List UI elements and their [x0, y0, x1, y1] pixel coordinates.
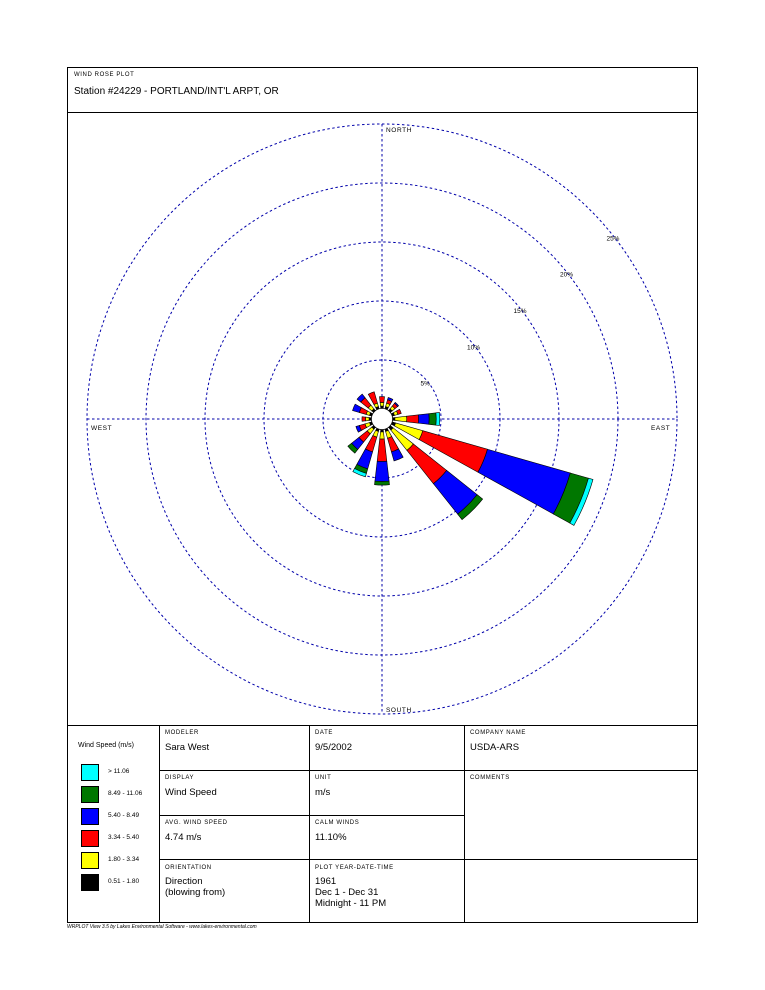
- panel-divider: [464, 725, 465, 923]
- unit-label: UNIT: [315, 775, 332, 781]
- legend-label: 1.80 - 3.34: [108, 856, 140, 863]
- modeler-label: MODELER: [165, 730, 199, 736]
- plot-year: 1961: [315, 876, 337, 887]
- petal-segment-E: [395, 416, 407, 422]
- ring-label: 20%: [559, 271, 573, 279]
- ring-label: 10%: [466, 344, 481, 352]
- display-label: DISPLAY: [165, 775, 195, 781]
- petal-segment-ESE: [478, 449, 570, 514]
- west-label: WEST: [91, 425, 113, 432]
- panel-top-rule: [68, 725, 697, 726]
- petal-segment-E: [418, 414, 429, 425]
- legend-swatch: [81, 808, 99, 825]
- display-value: Wind Speed: [165, 787, 217, 798]
- ring-label: 15%: [513, 308, 527, 316]
- orientation-note: (blowing from): [165, 887, 226, 898]
- legend-swatch: [81, 874, 99, 891]
- wind-rose-chart: [68, 113, 697, 724]
- legend-label: 0.51 - 1.80: [108, 878, 140, 885]
- petal-segment-S: [375, 461, 389, 481]
- petal-segment-E: [429, 413, 436, 425]
- petal-segment-W: [362, 417, 366, 422]
- station-title: Station #24229 - PORTLAND/INT'L ARPT, OR: [74, 86, 279, 97]
- calm-winds-label: CALM WINDS: [315, 820, 360, 826]
- legend-swatch: [81, 786, 99, 803]
- comments-label: COMMENTS: [470, 775, 510, 781]
- ring-label: 5%: [420, 380, 430, 388]
- petal-segment-S: [380, 432, 385, 439]
- petal-segment-N: [380, 402, 384, 406]
- orientation-label: ORIENTATION: [165, 865, 212, 871]
- software-credit: WRPLOT View 3.5 by Lakes Environmental Software - www.lakes-environmental.com: [67, 924, 257, 930]
- orientation-value: Direction: [165, 876, 203, 887]
- legend-title: Wind Speed (m/s): [78, 742, 135, 749]
- legend-label: 3.34 - 5.40: [108, 834, 140, 841]
- avg-speed-value: 4.74 m/s: [165, 832, 202, 843]
- petal-segment-W: [365, 417, 369, 421]
- petal-segment-E: [436, 412, 440, 425]
- date-value: 9/5/2002: [315, 742, 352, 753]
- legend-label: > 11.06: [108, 768, 130, 775]
- legend-swatch: [81, 830, 99, 847]
- plot-frame: [67, 67, 698, 923]
- petal-segment-S: [377, 439, 387, 462]
- company-label: COMPANY NAME: [470, 730, 526, 736]
- plot-type-label: WIND ROSE PLOT: [74, 72, 135, 78]
- panel-rule: [159, 770, 697, 771]
- info-panel: [68, 725, 697, 923]
- company-value: USDA-ARS: [470, 742, 520, 753]
- panel-rule: [159, 815, 464, 816]
- avg-speed-label: AVG. WIND SPEED: [165, 820, 228, 826]
- petal-segment-S: [375, 481, 390, 485]
- calm-circle: [371, 408, 392, 429]
- plot-time-label: PLOT YEAR-DATE-TIME: [315, 865, 394, 871]
- plot-date-range: Dec 1 - Dec 31: [315, 887, 379, 898]
- north-label: NORTH: [386, 127, 412, 134]
- panel-divider: [309, 725, 310, 923]
- ring-label: 25%: [606, 235, 620, 243]
- petal-segment-NNW: [368, 392, 377, 405]
- modeler-value: Sara West: [165, 742, 210, 753]
- plot-time-range: Midnight - 11 PM: [315, 898, 387, 909]
- date-label: DATE: [315, 730, 333, 736]
- panel-rule: [159, 859, 697, 860]
- unit-value: m/s: [315, 787, 331, 798]
- petal-segment-E: [407, 415, 419, 423]
- east-label: EAST: [651, 425, 671, 432]
- plot-header: [68, 68, 697, 113]
- panel-divider: [159, 725, 160, 923]
- legend-label: 8.49 - 11.06: [108, 790, 143, 797]
- legend-swatch: [81, 764, 99, 781]
- legend-label: 5.40 - 8.49: [108, 812, 140, 819]
- legend-swatch: [81, 852, 99, 869]
- petal-segment-N: [379, 397, 384, 403]
- calm-winds-value: 11.10%: [315, 832, 347, 843]
- south-label: SOUTH: [386, 707, 412, 714]
